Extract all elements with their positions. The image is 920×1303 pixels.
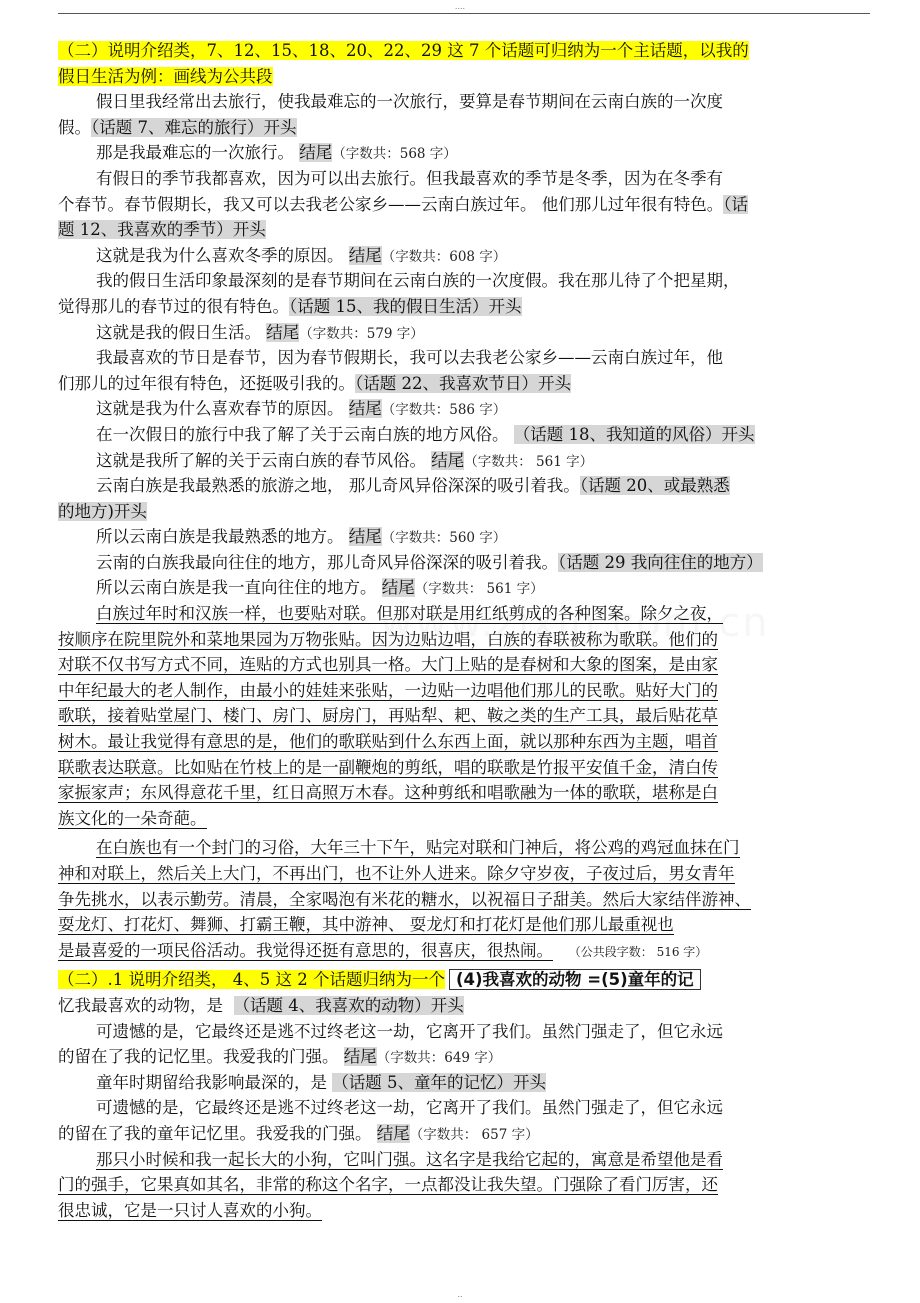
p3-ending: 这就是我的假日生活。 结尾（字数共：579 字） <box>96 322 424 342</box>
common1-line: 中年纪最大的老人制作，由最小的娃娃来张贴，一边贴一边唱他们那儿的民歌。贴好大门的 <box>58 680 718 700</box>
p2-ending: 这就是我为什么喜欢冬季的原因。 结尾（字数共：608 字） <box>96 245 507 265</box>
p3-line2: 觉得那儿的春节过的很有特色。（话题 15、我的假日生活）开头 <box>58 296 522 316</box>
topic-tag: （话题 5、童年的记忆）开头 <box>332 1072 546 1092</box>
common1-line: 树木。最让我觉得有意思的是，他们的歌联贴到什么东西上面，就以那种东西为主题，唱首 <box>58 732 718 752</box>
ending-tag: 结尾 <box>343 1047 377 1067</box>
ending-tag: 结尾 <box>299 143 333 163</box>
word-count: （字数共：608 字） <box>381 248 507 265</box>
common1-line: 对联不仅书写方式不同，连贴的方式也别具一格。大门上贴的是春树和大象的图案，是由家 <box>58 655 718 675</box>
topic-tag: （话题 20、或最熟悉 <box>579 476 730 496</box>
topic-tag: （话题 29 我向往住的地方） <box>558 552 763 572</box>
topic-tag: （话题 22、我喜欢节日）开头 <box>355 373 571 393</box>
section1-subtitle: 假日生活为例：画线为公共段 <box>58 66 273 86</box>
p6-line2 <box>58 499 868 525</box>
p4-line2: 们那儿的过年很有特色，还挺吸引我的。（话题 22、我喜欢节日）开头 <box>58 373 571 393</box>
p1-line1: 假日里我经常出去旅行，使我最难忘的一次旅行，要算是春节期间在云南白族的一次度 <box>96 92 723 112</box>
section2-title: （二）.1 说明介绍类， 4、5 这 2 个话题归纳为一个 <box>58 970 445 990</box>
common1-line: 联歌表达联意。比如贴在竹枝上的是一副鞭炮的剪纸，唱的联歌是竹报平安值千金，清白传 <box>58 757 718 777</box>
topic-tag: 的地方)开头 <box>58 501 147 521</box>
section2-line2: 忆我最喜欢的动物，是 （话题 4、我喜欢的动物）开头 <box>58 995 464 1015</box>
p10-line2: 的留在了我的童年记忆里。我爱我的门强。 结尾（字数共： 657 字） <box>58 1123 539 1143</box>
topic-tag: （话题 4、我喜欢的动物）开头 <box>233 995 464 1015</box>
common3-line: 门的强手，它果真如其名，非常的称这个名字，一点都没让我失望。门强除了看门厉害，还 <box>58 1175 718 1195</box>
ending-tag: 结尾 <box>348 245 382 265</box>
common1-line: 按顺序在院里院外和菜地果园为万物张贴。因为边贴边唱，白族的春联被称为歌联。他们的 <box>58 629 718 649</box>
word-count: （字数共：579 字） <box>299 325 424 342</box>
p10-line1: 可遗憾的是，它最终还是逃不过终老这一劫，它离开了我们。虽然门强走了，但它永远 <box>96 1098 723 1118</box>
header-rule <box>58 13 870 14</box>
footer-dots: .. <box>457 1290 463 1299</box>
p4-ending: 这就是我为什么喜欢春节的原因。 结尾（字数共：586 字） <box>96 399 507 419</box>
common1-line: 白族过年时和汉族一样，也要贴对联。但那对联是用红纸剪成的各种图案。除夕之夜， <box>96 604 723 624</box>
common2-line: 神和对联上，然后关上大门，不再出门，也不让外人进来。除夕守岁夜，子夜过后，男女青年 <box>58 864 735 883</box>
word-count: （字数共：568 字） <box>332 146 457 163</box>
common1-line: 家振家声；东风得意花千里，红日高照万木春。这种剪纸和唱歌融为一体的歌联，堪称是白 <box>58 783 718 803</box>
common1-line: 歌联，接着贴堂屋门、楼门、房门、厨房门，再贴犁、耙、鞍之类的生产工具，最后贴花草 <box>58 706 718 726</box>
word-count: （字数共：586 字） <box>381 402 507 419</box>
ending-tag: 结尾 <box>431 450 465 470</box>
common-word-count: （公共段字数： 516 字） <box>568 944 708 959</box>
p8-line1: 可遗憾的是，它最终还是逃不过终老这一劫，它离开了我们。虽然门强走了，但它永远 <box>96 1021 723 1041</box>
topic-tag: 题 12、我喜欢的季节）开头 <box>58 220 266 240</box>
p1-ending: 那是我最难忘的一次旅行。 结尾（字数共：568 字） <box>96 143 457 163</box>
section1-title-line2 <box>58 64 868 90</box>
topic-tag: （话题 15、我的假日生活）开头 <box>289 296 522 316</box>
common2-line: 争先挑水，以表示勤劳。清晨，全家喝泡有米花的糖水，以祝福日子甜美。然后大家结伴游神、 <box>58 889 751 909</box>
p5-line1: 在一次假日的旅行中我了解了关于云南白族的地方风俗。 （话题 18、我知道的风俗）开头 <box>96 424 755 444</box>
p9-line1: 童年时期留给我影响最深的，是 （话题 5、童年的记忆）开头 <box>96 1072 546 1092</box>
p4-line1: 我最喜欢的节日是春节，因为春节假期长，我可以去我老公家乡——云南白族过年，他 <box>96 348 723 368</box>
section1-title: （二）说明介绍类，7、12、15、18、20、22、29 这 7 个话题可归纳为一个主话题，以我的 <box>58 41 749 60</box>
section2-title-line <box>58 967 868 993</box>
ending-tag: 结尾 <box>376 1123 410 1143</box>
word-count: （字数共：560 字） <box>381 530 507 547</box>
common1-line: 族文化的一朵奇葩。 <box>58 808 207 828</box>
ending-tag: 结尾 <box>348 399 382 419</box>
p5-ending: 这就是我所了解的关于云南白族的春节风俗。 结尾（字数共： 561 字） <box>96 450 594 470</box>
p3-line1: 我的假日生活印象最深刻的是春节期间在云南白族的一次度假。我在那儿待了个把星期， <box>96 271 740 291</box>
p7-ending: 所以云南白族是我一直向往住的地方。 结尾（字数共： 561 字） <box>96 578 544 598</box>
common2-line: 是最喜爱的一项民俗活动。我觉得还挺有意思的，很喜庆，很热闹。 （公共段字数： 516 字） <box>58 940 708 960</box>
ending-tag: 结尾 <box>381 578 415 598</box>
word-count: （字数共：649 字） <box>376 1050 502 1067</box>
common3-line: 很忠诚，它是一只讨人喜欢的小狗。 <box>58 1200 322 1220</box>
p2-line2: 个春节。春节假期长，我又可以去我老公家乡——云南白族过年。 他们那儿过年很有特色。（话 <box>58 194 748 214</box>
topic-box: (4)我喜欢的动物 =(5)童年的记 <box>449 969 701 990</box>
common2-line: 在白族也有一个封门的习俗，大年三十下午，贴完对联和门神后，将公鸡的鸡冠血抹在门 <box>96 838 740 858</box>
p6-ending: 所以云南白族是我最熟悉的地方。 结尾（字数共：560 字） <box>96 527 507 547</box>
document-body <box>58 38 868 1223</box>
common2-line: 耍龙灯、打花灯、舞狮、打霸王鞭，其中游神、 耍龙灯和打花灯是他们那儿最重视也 <box>58 915 674 935</box>
topic-tag: （话题 18、我知道的风俗）开头 <box>513 424 755 444</box>
p2-line1: 有假日的季节我都喜欢，因为可以出去旅行。但我最喜欢的季节是冬季，因为在冬季有 <box>96 168 723 188</box>
word-count: （字数共： 657 字） <box>409 1126 539 1143</box>
ending-tag: 结尾 <box>348 527 382 547</box>
topic-tag: （话题 7、难忘的旅行）开头 <box>91 117 297 137</box>
word-count: （字数共： 561 字） <box>464 453 594 470</box>
p6-line1: 云南白族是我最熟悉的旅游之地， 那儿奇风异俗深深的吸引着我。（话题 20、或最熟悉 <box>96 476 730 496</box>
p8-line2: 的留在了我的记忆里。我爱我的门强。 结尾（字数共：649 字） <box>58 1047 502 1067</box>
common3-line: 那只小时候和我一起长大的小狗，它叫门强。这名字是我给它起的，寓意是希望他是看 <box>96 1149 723 1169</box>
topic-tag: （话 <box>723 194 748 214</box>
p1-line2: 假。（话题 7、难忘的旅行）开头 <box>58 117 297 137</box>
p2-line3 <box>58 217 868 243</box>
p7-line1: 云南的白族我最向往住的地方，那儿奇风异俗深深的吸引着我。（话题 29 我向往住的地方） <box>96 552 763 572</box>
header-dots: .... <box>454 2 466 11</box>
ending-tag: 结尾 <box>266 322 300 342</box>
section1-title-line1 <box>58 38 868 64</box>
word-count: （字数共： 561 字） <box>414 581 544 598</box>
